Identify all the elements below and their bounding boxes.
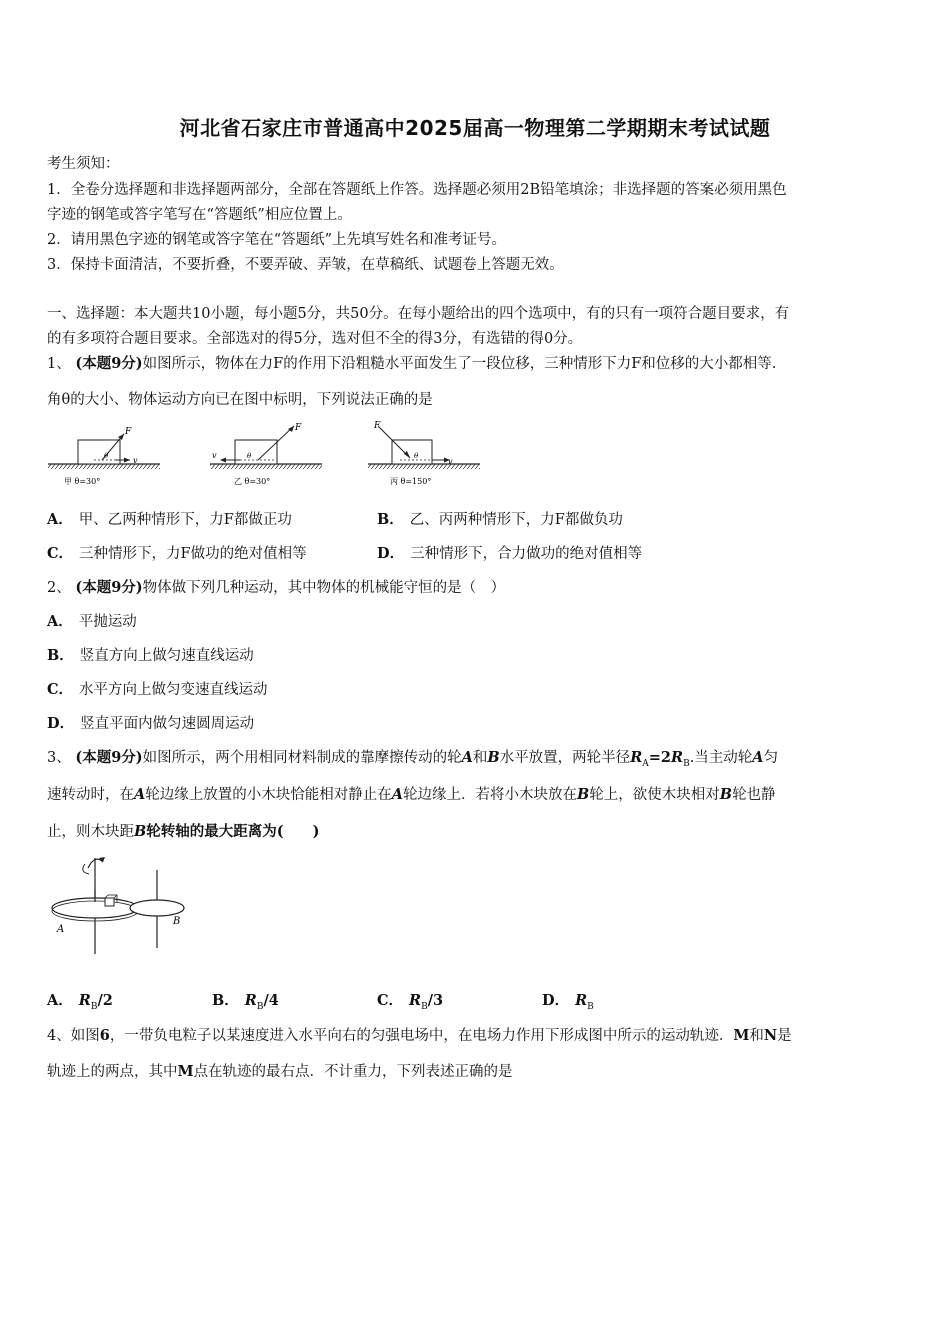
q3-option-c-var: R <box>409 992 422 1009</box>
q3-var-r: R <box>671 749 684 766</box>
q2-score-tag: (本题9分) <box>75 579 143 596</box>
q4-text-segment: 和 <box>749 1028 764 1044</box>
q3-var-a: A <box>134 786 146 803</box>
q3-number: 3、 <box>47 750 71 766</box>
bing-velocity-label: v <box>448 457 453 466</box>
q2-option-b-label: B． <box>47 647 74 664</box>
q2-option-b[interactable] <box>47 644 254 665</box>
notice-line-2: 字迹的钢笔或答字笔写在“答题纸”相应位置上。 <box>47 207 352 223</box>
q3-option-a-tail: /2 <box>97 992 113 1009</box>
q4-figure-number: 6 <box>99 1027 110 1044</box>
q3-option-b-sub: B <box>256 1001 264 1012</box>
q3-text-segment: 匀 <box>763 750 779 766</box>
notice-line-1: 1．全卷分选择题和非选择题两部分，全部在答题纸上作答。选择题必须用2B铅笔填涂；非选择题的答案必须用黑色 <box>47 182 787 198</box>
notice-line-3: 2．请用黑色字迹的钢笔或答字笔在“答题纸”上先填写姓名和准考证号。 <box>47 232 507 248</box>
notice-heading: 考生须知： <box>47 156 120 172</box>
q3-option-a-sub: B <box>90 1001 98 1012</box>
figure-bing <box>368 421 480 486</box>
q4-point-n: N <box>763 1027 778 1044</box>
page-title: 河北省石家庄市普通高中2025届高一物理第二学期期末考试试题 <box>179 116 771 140</box>
q3-option-b[interactable] <box>212 989 279 1012</box>
q2-option-d-label: D． <box>47 715 75 732</box>
q4-text-segment: ，一带负电粒子以某速度进入水平向右的匀强电场中，在电场力作用下形成图中所示的运动轨迹． <box>109 1028 734 1044</box>
q2-stem <box>47 576 505 597</box>
q1-option-a-label: A． <box>47 511 73 528</box>
q3-option-c-tail: /3 <box>427 992 444 1009</box>
q3-stem-line-3 <box>47 820 320 841</box>
q4-point-m: M <box>177 1063 194 1080</box>
bing-caption: 丙 θ=150° <box>390 477 432 486</box>
q3-option-a-label: A． <box>47 992 73 1009</box>
q3-var-a: A <box>752 749 764 766</box>
q2-number: 2、 <box>47 580 71 596</box>
q3-text-segment: 止，则木块距 <box>47 824 134 840</box>
q3-sub-b: B <box>683 758 690 769</box>
q3-var-b: B <box>719 786 733 803</box>
q3-text-segment: 和 <box>472 750 488 766</box>
q1-stem-line-1 <box>47 352 776 373</box>
q3-text-segment: 如图所示，两个用相同材料制成的靠摩擦传动的轮 <box>142 750 462 766</box>
q3-stem-line-2 <box>47 783 776 804</box>
q3-option-c-sub: B <box>421 1001 428 1012</box>
q1-option-c-label: C． <box>47 545 74 562</box>
q2-option-c-label: C． <box>47 681 74 698</box>
q1-option-c-text: 三种情形下，力F做功的绝对值相等 <box>79 546 307 562</box>
jia-force-label: F <box>125 427 132 437</box>
q1-number: 1、 <box>47 356 71 372</box>
q2-option-b-text: 竖直方向上做匀速直线运动 <box>79 648 254 664</box>
q4-number: 4、 <box>47 1028 71 1044</box>
q2-option-a-text: 平抛运动 <box>78 614 137 630</box>
figure-jia <box>48 427 160 486</box>
q4-stem-line-2 <box>47 1060 513 1081</box>
q2-option-c[interactable] <box>47 678 268 699</box>
yi-velocity-label: v <box>212 451 217 460</box>
q3-var-a: A <box>461 749 473 766</box>
q1-score-tag: (本题9分) <box>75 355 143 372</box>
q3-text-segment: 速转动时，在 <box>47 787 134 803</box>
yi-theta-label: θ <box>247 452 252 460</box>
q3-text-segment: 轮边缘上．若将小木块放在 <box>403 787 578 803</box>
q1-option-b-text: 乙、丙两种情形下，力F都做负功 <box>409 512 623 528</box>
q2-option-d-text: 竖直平面内做匀速圆周运动 <box>80 716 255 732</box>
q1-stem-text-1: 如图所示，物体在力F的作用下沿粗糙水平面发生了一段位移，三种情形下力F和位移的大小都相等. <box>142 356 777 372</box>
q2-stem-text: 物体做下列几种运动，其中物体的机械能守恒的是（ ） <box>142 580 506 596</box>
q4-point-m: M <box>733 1027 750 1044</box>
q1-option-b[interactable] <box>377 508 623 529</box>
q3-equation: =2 <box>648 749 671 766</box>
wheel-b-label: B <box>173 916 181 927</box>
q3-option-d[interactable] <box>542 989 594 1012</box>
section1-line-2: 的有多项符合题目要求。全部选对的得5分，选对但不全的得3分，有选错的得0分。 <box>47 331 583 347</box>
jia-velocity-label: v <box>133 456 138 465</box>
q3-text-segment: 轮也静 <box>732 787 776 803</box>
q1-option-c[interactable] <box>47 542 307 563</box>
bing-theta-label: θ <box>414 452 419 460</box>
q3-text-segment: 轮转轴的最大距离为( ) <box>146 823 320 840</box>
q3-text-segment: 轮边缘上放置的小木块恰能相对静止在 <box>145 787 392 803</box>
q2-option-a[interactable] <box>47 610 137 631</box>
q3-option-b-tail: /4 <box>263 992 279 1009</box>
q3-option-b-var: R <box>244 992 257 1009</box>
jia-caption: 甲 θ=30° <box>64 477 101 486</box>
q3-sub-a: A <box>642 758 649 769</box>
q2-option-d[interactable] <box>47 712 254 733</box>
section1-line-1: 一、选择题：本大题共10小题，每小题5分，共50分。在每小题给出的四个选项中，有的只有一项符合题目要求，有 <box>47 306 790 322</box>
q1-option-d[interactable] <box>377 542 642 563</box>
bing-force-label: F <box>374 421 381 431</box>
q3-stem-line-1 <box>47 746 778 769</box>
q3-var-b: B <box>577 786 590 803</box>
q3-var-b: B <box>487 749 500 766</box>
q3-option-a-var: R <box>78 992 91 1009</box>
q1-option-d-label: D． <box>377 545 405 562</box>
q3-var-r: R <box>630 749 643 766</box>
q3-var-b: B <box>134 823 147 840</box>
q4-text-segment: 如图 <box>70 1028 100 1044</box>
q3-option-d-label: D． <box>542 992 570 1009</box>
q3-option-d-var: R <box>575 992 588 1009</box>
q1-figure <box>40 418 480 493</box>
q3-option-c-label: C． <box>377 992 404 1009</box>
q2-option-c-text: 水平方向上做匀变速直线运动 <box>79 682 268 698</box>
q3-text-segment: 水平放置，两轮半径 <box>499 750 631 766</box>
q4-text-segment: 轨迹上的两点，其中 <box>47 1064 178 1080</box>
q1-option-b-label: B． <box>377 511 404 528</box>
q3-option-d-sub: B <box>587 1001 594 1012</box>
q1-option-a-text: 甲、乙两种情形下，力F都做正功 <box>78 512 292 528</box>
yi-caption: 乙 θ=30° <box>234 477 271 486</box>
q1-option-a[interactable] <box>47 508 292 529</box>
wheel-a-label: A <box>57 924 65 935</box>
q3-option-a[interactable] <box>47 989 113 1012</box>
q3-option-c[interactable] <box>377 989 443 1012</box>
q4-text-segment: 是 <box>777 1028 792 1044</box>
notice-line-4: 3．保持卡面清洁，不要折叠，不要弄破、弄皱，在草稿纸、试题卷上答题无效。 <box>47 257 564 273</box>
q4-text-segment: 点在轨迹的最右点．不计重力，下列表述正确的是 <box>193 1064 513 1080</box>
q3-var-a: A <box>391 786 404 803</box>
figure-yi <box>210 423 322 486</box>
q4-stem-line-1 <box>47 1024 792 1045</box>
q3-option-b-label: B． <box>212 992 239 1009</box>
yi-force-label: F <box>295 423 302 433</box>
q1-option-d-text: 三种情形下，合力做功的绝对值相等 <box>410 546 643 562</box>
jia-theta-label: θ <box>104 452 109 460</box>
q3-wheels-figure <box>45 850 195 960</box>
q3-text-segment: 轮上，欲使木块相对 <box>589 787 720 803</box>
q3-score-tag: (本题9分) <box>75 749 143 766</box>
q3-text-segment: .当主动轮 <box>689 750 753 766</box>
q2-option-a-label: A． <box>47 613 73 630</box>
q1-stem-line-2: 角θ的大小、物体运动方向已在图中标明，下列说法正确的是 <box>47 392 433 408</box>
